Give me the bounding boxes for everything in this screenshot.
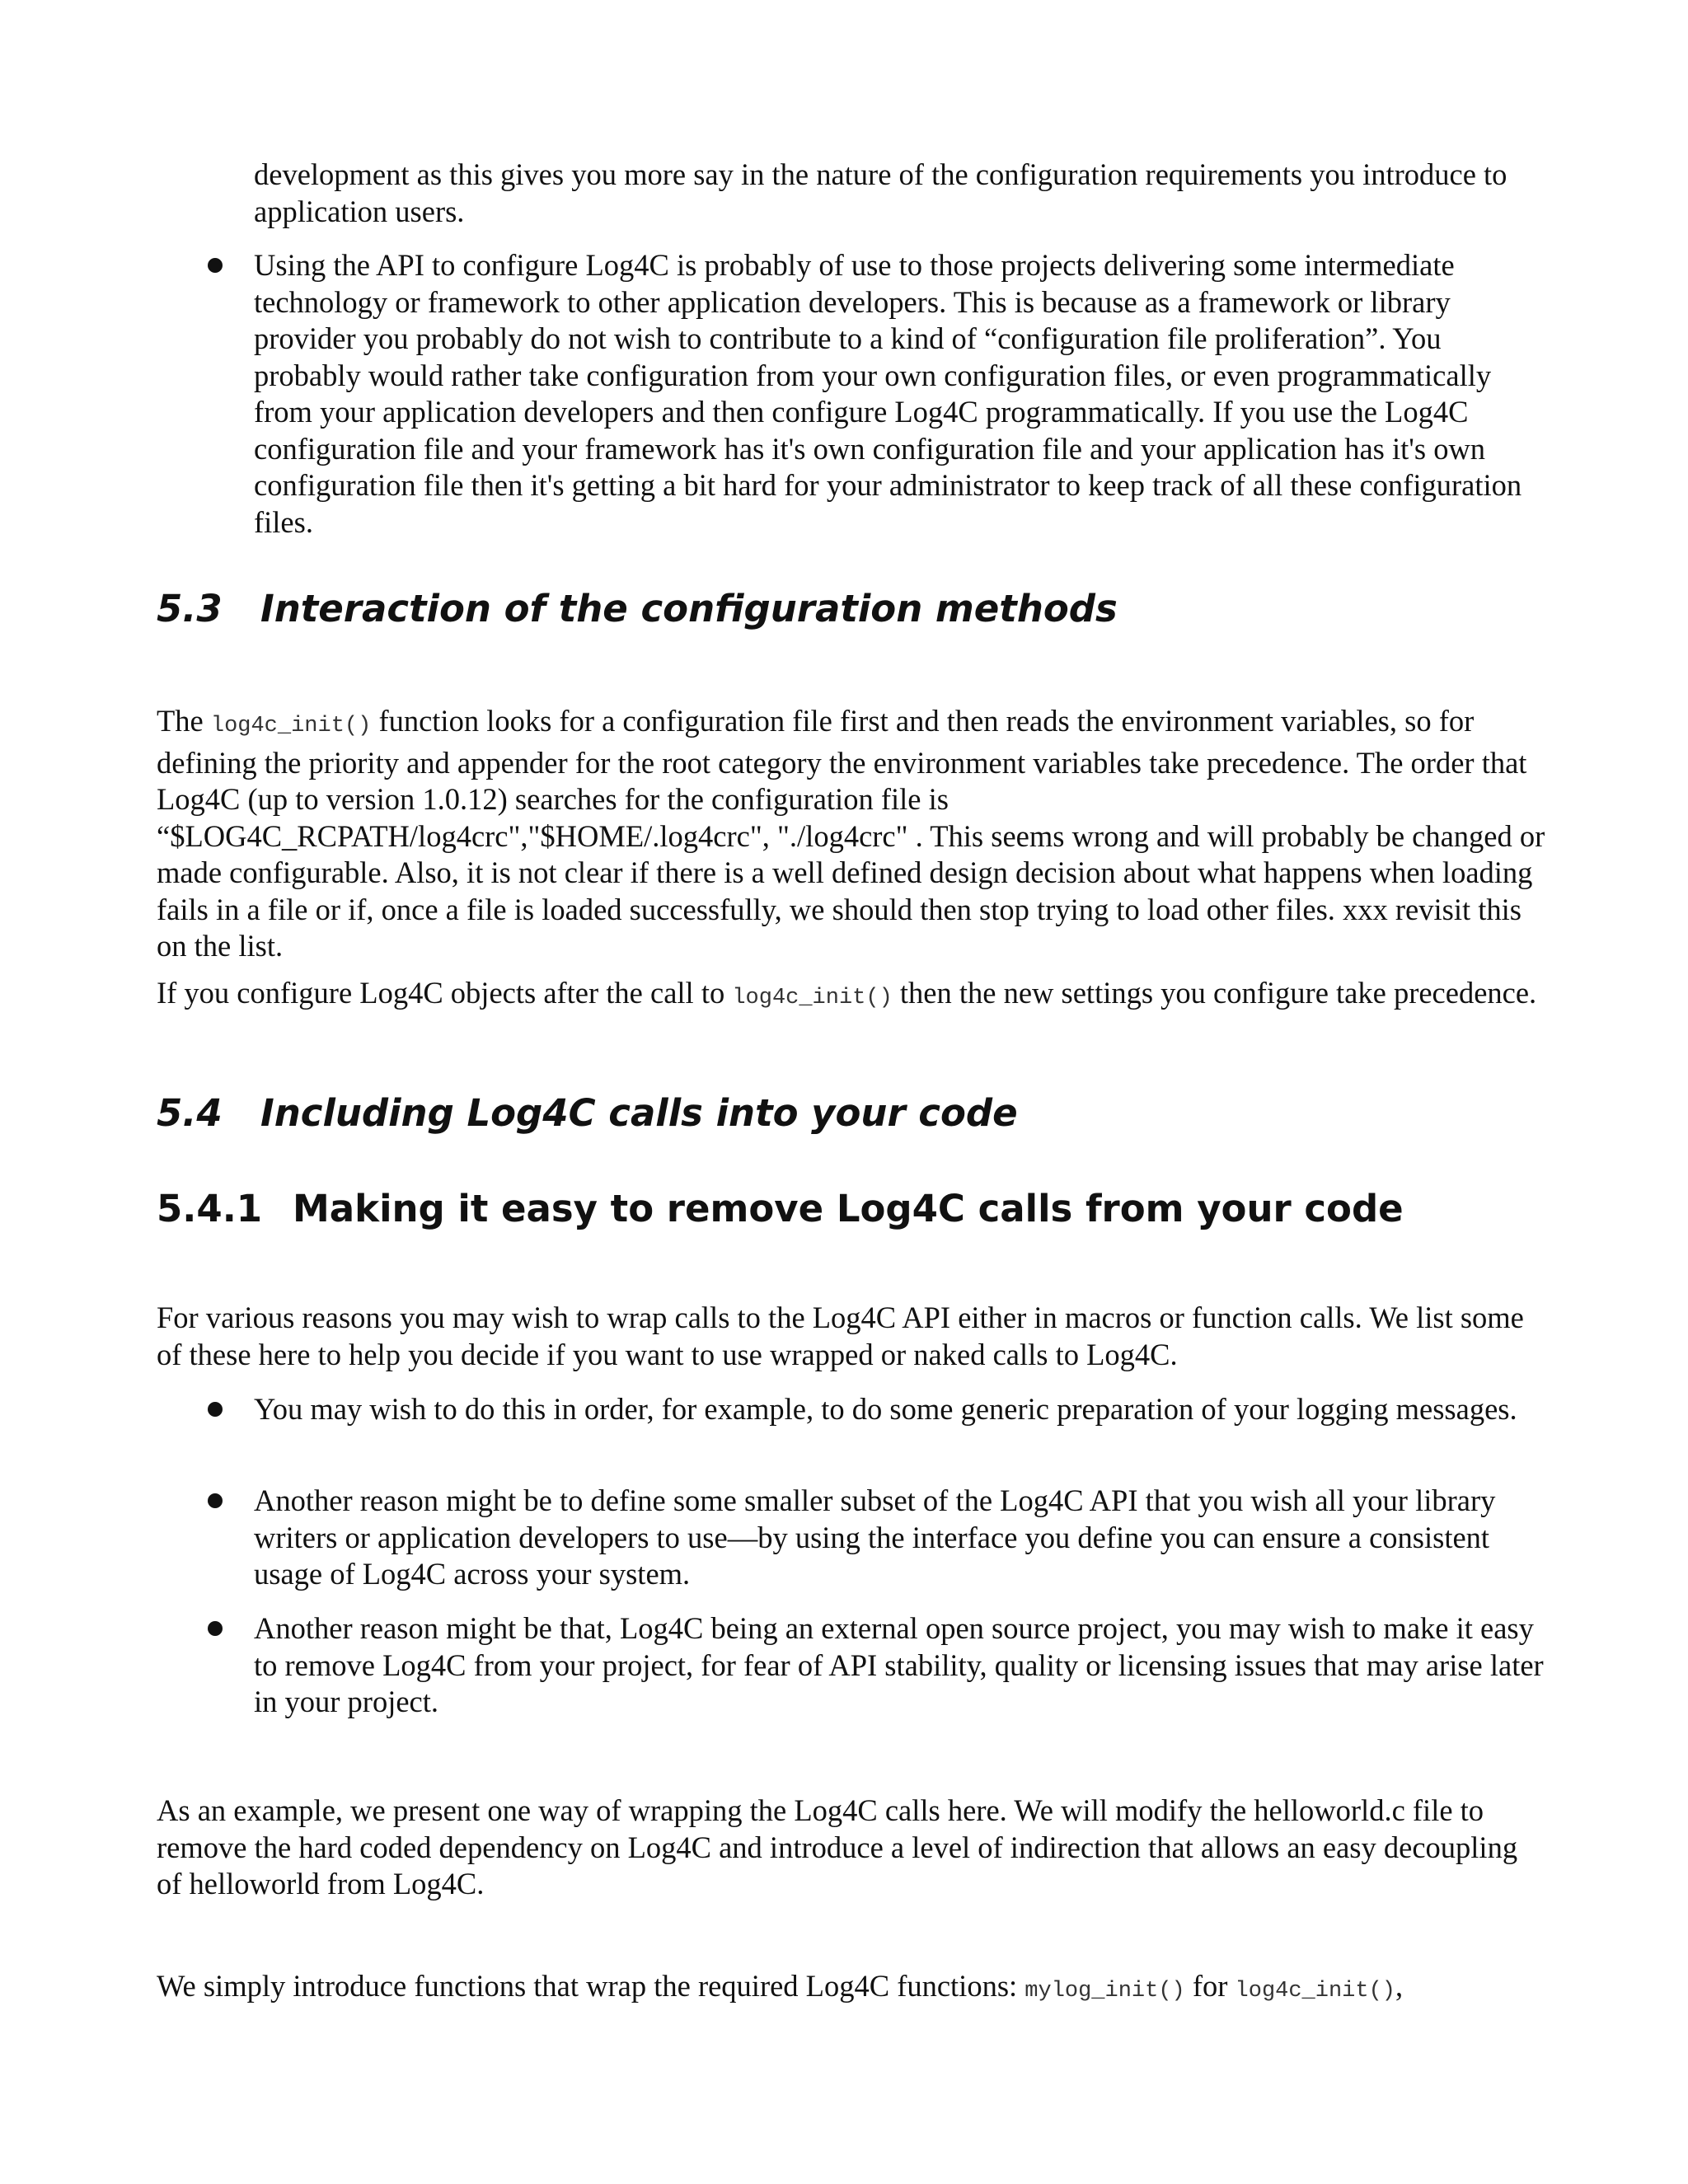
- section-number: 5.4: [157, 1091, 223, 1135]
- section-heading-5-3: [157, 587, 1118, 631]
- paragraph-wrap-intro: For various reasons you may wish to wrap calls to the Log4C API either in macros or function calls. We list some of these here to help you decide if you want to use wrapped or naked calls to Log4C.: [157, 1301, 1524, 1371]
- text-fragment: The: [157, 704, 211, 738]
- inline-code: log4c_init(): [1235, 1979, 1395, 2004]
- inline-code: mylog_init(): [1025, 1979, 1185, 2004]
- bullet-dot-icon: [208, 1621, 223, 1636]
- bullet-api-configuration: Using the API to configure Log4C is probably of use to those projects delivering some intermediate technology or framework to other application developers. This is because as a framework or library provider you probably do not wish to contribute to a kind of “configuration file proliferation”. You probably would rather take configuration from your own configuration files, or even programmatically from your application developers and then configure Log4C programmatically. If you use the Log4C configuration file and your framework has it's own configuration file and your application has it's own configuration file then it's getting a bit hard for your administrator to keep track of all these configuration files.: [254, 248, 1522, 539]
- section-title: Including Log4C calls into your code: [260, 1091, 1018, 1135]
- section-title: Interaction of the configuration methods: [260, 587, 1118, 630]
- text-fragment: then the new settings you configure take precedence.: [892, 976, 1537, 1010]
- section-heading-5-4: [157, 1091, 1018, 1136]
- section-title: Making it easy to remove Log4C calls from your code: [293, 1187, 1404, 1230]
- text-fragment: ,: [1395, 1969, 1404, 2003]
- text-fragment: function looks for a configuration file first and then reads the environment variables, so for defining the priority and appender for the root category the environment variables take precedence. The order that Log4C (up to version 1.0.12) searches for the configuration file is “$LOG4C_RCPATH/log4crc","$HOME/.log4crc", "./log4crc" . This seems wrong and will probably be changed or made configurable. Also, it is not clear if there is a well defined design decision about what happens when loading fails in a file or if, once a file is loaded successfully, we should then stop trying to load other files. xxx revisit this on the list.: [157, 704, 1545, 963]
- continuation-paragraph: development as this gives you more say in the nature of the configuration requirements you introduce to application users.: [254, 157, 1507, 228]
- paragraph-example: As an example, we present one way of wrapping the Log4C calls here. We will modify the helloworld.c file to remove the hard coded dependency on Log4C and introduce a level of indirection that allows an easy decoupling of helloworld from Log4C.: [157, 1793, 1518, 1900]
- bullet-reason-removal: Another reason might be that, Log4C being an external open source project, you may wish to make it easy to remove Log4C from your project, for fear of API stability, quality or licensing issues that may arise later in your project.: [254, 1611, 1544, 1718]
- bullet-dot-icon: [208, 1402, 223, 1417]
- section-number: 5.3: [157, 587, 223, 630]
- bullet-reason-preparation: You may wish to do this in order, for example, to do some generic preparation of your logging messages.: [254, 1392, 1517, 1426]
- section-heading-5-4-1: [157, 1187, 1404, 1231]
- bullet-reason-subset: Another reason might be to define some smaller subset of the Log4C API that you wish all your library writers or application developers to use—by using the interface you define you can ensure a consistent usage of Log4C across your system.: [254, 1483, 1496, 1591]
- inline-code: log4c_init(): [210, 714, 372, 738]
- paragraph-wrapper-functions: [157, 1968, 1550, 2010]
- bullet-dot-icon: [208, 1493, 223, 1508]
- text-fragment: for: [1184, 1969, 1236, 2003]
- paragraph-precedence: [157, 975, 1550, 1017]
- text-fragment: If you configure Log4C objects after the call to: [157, 976, 733, 1010]
- paragraph-init-order: [157, 703, 1550, 965]
- text-fragment: We simply introduce functions that wrap the required Log4C functions:: [157, 1969, 1025, 2003]
- section-number: 5.4.1: [157, 1187, 263, 1230]
- inline-code: log4c_init(): [732, 986, 893, 1010]
- bullet-dot-icon: [208, 258, 223, 273]
